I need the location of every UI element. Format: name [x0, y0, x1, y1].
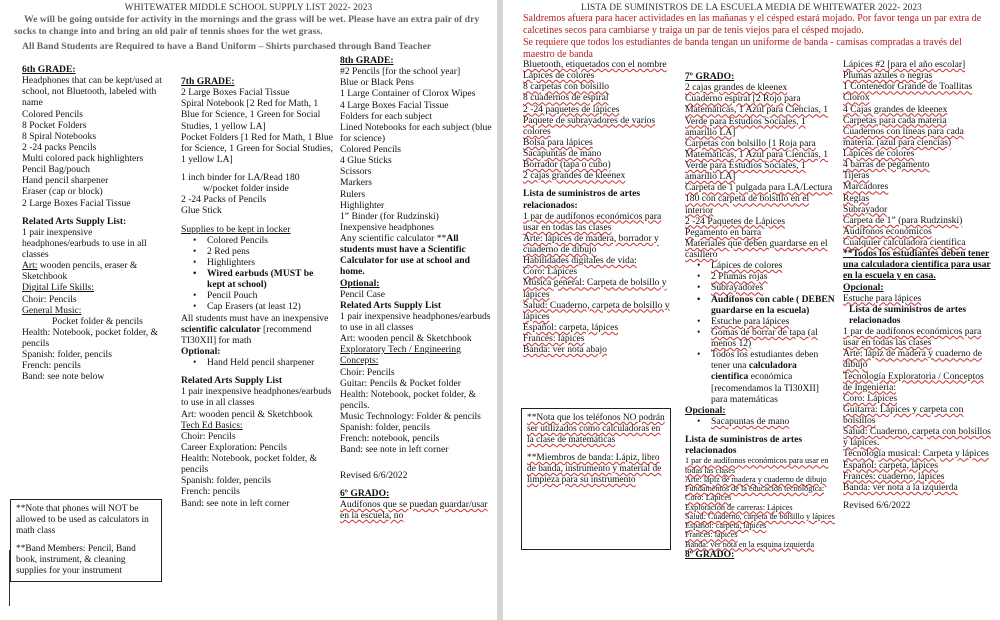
list-item: Spanish: folder, pencils — [22, 349, 112, 361]
english-title: WHITEWATER MIDDLE SCHOOL SUPPLY LIST 2022- 2023 — [124, 3, 373, 13]
list-item: French: pencils — [22, 360, 81, 372]
list-item: Health: Notebook, pocket folder, & pencils — [181, 453, 318, 476]
list-item: Career Exploration: Pencils — [181, 441, 288, 453]
list-item: Español: carpeta, lápices — [685, 521, 767, 531]
list-item: Guitarra: Lápices y carpeta con bolsillos — [843, 403, 964, 426]
list-item: Arte: lápices de madera, borrador y cuaderno de dibujo — [523, 232, 659, 255]
list-item: Salud: Cuaderno, carpeta de bolsillo y lápices — [523, 299, 670, 322]
list-item: Cuaderno espiral [2 Rojo para Matemáticas, 1 Azul para Ciencias, 1 Verde para Estudios Sociales, 1 amarillo LA] — [685, 93, 829, 138]
list-item: Paquete de subrayadores de varios colores — [523, 114, 656, 137]
list-item: Scissors — [340, 166, 372, 178]
calculator-note: All students must have an inexpensive scientific calculator [recommend TI30XII] for math — [181, 312, 329, 346]
list-item: • Subrayadores — [685, 282, 835, 293]
list-item: • Hand Held pencil sharpener — [181, 357, 333, 368]
list-item: Choir: Pencils — [181, 430, 236, 442]
optional-list — [685, 416, 835, 427]
list-item: Hand pencil sharpener — [22, 175, 109, 187]
list-item: Health: Notebook, pocket folder, & pencils. — [340, 388, 477, 411]
list-item: • Lápices de colores — [685, 260, 835, 271]
list-item: 1 Contenedor Grande de Toallitas Clorox — [843, 81, 973, 104]
english-band-uniform-note: All Band Students are Required to have a Band Uniform – Shirts purchased through Band Teacher — [22, 41, 432, 52]
list-item: Guitar: Pencils & Pocket folder — [340, 377, 461, 389]
list-item: • Pencil Pouch — [181, 290, 333, 301]
list-item: • Cap Erasers (at least 12) — [181, 301, 333, 312]
list-item: Carpetas con bolsillo [1 Roja para Matemáticas, 1 Azul para Ciencias, 1 Verde para Estudios Sociales, 1 amarillo LA] — [685, 137, 829, 183]
list-item: 1 par de audífonos económicos para usar en todas las clases — [523, 210, 662, 233]
grade-7-column — [181, 76, 333, 509]
list-item: Band: see note in left corner — [340, 444, 449, 456]
list-item: Colored Pencils — [340, 144, 402, 155]
list-item: Coro: Lápices — [843, 392, 898, 404]
list-item: Cualquier calculadora científica — [843, 237, 966, 248]
list-item: • 2 Red pens — [181, 246, 333, 257]
list-item: 1 par de audífonos económicos para usar en todas las clases — [685, 456, 829, 475]
list-item: Audífonos que se puedan guardar/usar en la escuela, no — [340, 498, 488, 521]
list-item: #2 Pencils [for the school year] — [340, 66, 461, 78]
list-item: Folders for each subject — [340, 110, 432, 122]
list-item: Art: wooden pencil & Sketchbook — [340, 333, 472, 345]
list-item: Pegamento en barra — [685, 226, 762, 238]
list-item: Plumas azules o negras — [843, 70, 933, 82]
list-item: • 2 Plumas rojas — [685, 271, 835, 282]
optional-heading: Optional: — [340, 277, 380, 289]
list-item: Coro: Lápices — [523, 266, 578, 278]
spanish-band-uniform-note: Se requiere que todos los estudiantes de banda tengan un uniforme de banda - camisas compradas a través del maestro de banda — [523, 37, 962, 60]
spanish-grade-6-column — [523, 59, 673, 355]
band-members-note: **Band Members: Pencil, Band book, instrument, & cleaning supplies for your instrument — [16, 544, 136, 576]
list-item: Lápices de colores — [843, 148, 915, 159]
spanish-grade-6-related-arts-heading: Lista de suministros de artes relacionados: — [523, 188, 641, 211]
list-item: Borrador (tapa o cubo) — [523, 159, 611, 171]
list-item: Arte: lápiz de madera y cuaderno de dibujo — [843, 348, 983, 371]
list-item: Cuadernos con líneas para cada materia. (azul para ciencias) — [843, 125, 964, 148]
list-item: 2 -24 Paquetes de Lápices — [685, 215, 786, 227]
list-item: Salud: Cuaderno, carpeta con bolsillos y lápices. — [843, 426, 991, 449]
list-item: 1 Large Container of Clorox Wipes — [340, 88, 476, 100]
art-line: Art: wooden pencils, eraser & Sketchbook — [22, 260, 138, 283]
list-item: Digital Life Skills: — [22, 282, 94, 294]
list-item: Multi colored pack highlighters — [22, 153, 144, 164]
list-item: 8 Pocket Folders — [22, 119, 87, 131]
list-item: 1” Binder (for Rudzinski) — [340, 210, 439, 222]
spanish-title: LISTA DE SUMINISTROS DE LA ESCUELA MEDIA DE WHITEWATER 2022- 2023 — [581, 3, 922, 13]
list-item: • Sacapuntas de mano — [685, 416, 835, 427]
list-item: 1 par de audífonos económicos para usar en todas las clases — [843, 326, 982, 349]
list-item: 2 cajas grandes de kleenex — [685, 82, 788, 94]
list-item: Lápices #2 [para el año escolar] — [843, 59, 966, 70]
list-item: Inexpensive headphones — [340, 221, 435, 233]
list-item: Health: Notebook, pocket folder, & pencils — [22, 326, 159, 349]
list-item: Lápices de colores — [523, 70, 595, 82]
list-item: Bluetooth, etiquetados con el nombre — [523, 59, 667, 70]
list-item: Sacapuntas de mano — [523, 148, 602, 159]
list-item: French: notebook, pencils — [340, 433, 440, 445]
list-item: French: pencils — [181, 486, 240, 498]
list-item: • Todos los estudiantes deben tener una calculadora científica económica [recomendamos la TI30XII] para matemáticas — [685, 349, 835, 405]
list-item: Tijeras — [843, 170, 870, 182]
list-item: 4 Glue Sticks — [340, 155, 392, 167]
list-item: 8 cuadernos de espiral — [523, 92, 609, 104]
list-item: 2 -24 paquetes de lápices — [523, 103, 620, 115]
list-item: Pocket Folders [1 Red for Math, 1 Blue for Science, 1 Green for Social Studies, 1 yellow LA] — [181, 131, 333, 165]
list-item: Tecnología Exploratoria / Conceptos de Ingeniería: — [843, 370, 984, 393]
list-item: Bolsa para lápices — [523, 136, 593, 148]
list-item: Tecnología musical: Carpeta y lápices — [843, 448, 989, 460]
list-item: Reglas — [843, 192, 870, 204]
list-item: • Highlighters — [181, 257, 333, 268]
spanish-grade-7-heading: 7º GRADO: — [685, 71, 735, 82]
spanish-intro: Saldremos afuera para hacer actividades en las mañanas y el césped estará mojado. Por favor tenga un par extra de calcetines secos para cambiarse y traiga un par de tenis viejos para el césped mojado. — [523, 13, 982, 36]
grade-8-column — [340, 55, 492, 521]
list-item: Música general: Carpeta de bolsillo y lápices — [523, 277, 667, 300]
list-item: Estuche para lápices — [843, 292, 922, 304]
phones-note: **Nota que los teléfonos NO podrán ser utilizados como calculadoras en la clase de matemáticas — [527, 413, 665, 445]
list-item: • Estuche para lápices — [685, 316, 835, 327]
grade-6-spanish-heading: 6º GRADO: — [340, 487, 390, 499]
list-item: Carpeta de 1 pulgada para LA/Lectura 180 con carpeta de bolsillo en el interior — [685, 182, 833, 216]
calculator-note: Any scientific calculator **All students must have a Scientific Calculator for use at school and home. — [340, 233, 470, 278]
list-item: Pocket folder & pencils — [52, 315, 143, 327]
spanish-grade-7-arts-list — [685, 456, 835, 549]
spanish-grade-7-related-arts-heading: Lista de suministros de artes relacionados — [685, 434, 803, 457]
phones-note: **Note that phones will NOT be allowed to be used as calculators in math class — [16, 504, 149, 536]
list-item: General Music: — [22, 304, 82, 316]
optional-heading: Opcional: — [685, 404, 726, 416]
spanish-phones-and-band-note-box — [521, 408, 671, 550]
list-item: Glue Stick — [181, 205, 222, 217]
list-item: Pencil Case — [340, 288, 386, 300]
list-item: 1 pair inexpensive headphones/earbuds to use in all classes — [22, 226, 147, 260]
grade-7-heading: 7th GRADE: — [181, 76, 235, 87]
calculator-note: **Todos los estudiantes deben tener una calculadora científica para usar en la escuela y en casa. — [843, 248, 991, 282]
spanish-supply-list-page — [503, 0, 1000, 620]
list-item: Music Technology: Folder & pencils — [340, 411, 481, 422]
list-item: Subrayador — [843, 203, 888, 215]
list-item: Spiral Notebook [2 Red for Math, 1 Blue for Science, 1 Green for Social Studies, 1 yellow LA] — [181, 98, 321, 132]
list-item: • Colored Pencils — [181, 235, 333, 246]
list-item: Marcadores — [843, 181, 889, 193]
list-item: 2 Large Boxes Facial Tissue — [22, 197, 131, 209]
list-item: Audífonos económicos — [843, 225, 932, 237]
list-item: Blue or Black Pens — [340, 77, 414, 89]
spanish-grade-8-heading: 8º GRADO: — [685, 548, 735, 560]
list-item: Fundamentos de la educación tecnológica: — [685, 484, 825, 494]
locker-list — [181, 235, 333, 313]
list-item: Band: see note below — [22, 371, 105, 383]
spanish-grade-7-column — [685, 71, 835, 560]
list-item: Salud: Cuaderno, carpeta de bolsillo y lápices — [685, 511, 835, 521]
english-intro: We will be going outside for activity in the mornings and the grass will be wet. Please have an extra pair of dry socks to change into and bring an old pair of tennis shoes for the wet grass. — [14, 14, 480, 37]
list-item: Carpeta de 1” (para Rudzinski) — [843, 214, 963, 226]
list-item: Banda: ver nota a la izquierda — [843, 481, 958, 493]
list-item: Pencil Bag/pouch — [22, 164, 90, 176]
list-item: Español: carpeta, lápices — [843, 459, 939, 471]
revised-date: Revised 6/6/2022 — [843, 499, 911, 511]
list-item: 2 -24 Packs of Pencils — [181, 194, 267, 206]
grade-8-heading: 8th GRADE: — [340, 55, 394, 66]
optional-heading: Opcional: — [843, 281, 884, 293]
list-item: Headphones that can be kept/used at school, not Bluetooth, labeled with name — [22, 75, 162, 109]
list-item: w/pocket folder inside — [203, 183, 289, 195]
list-item: Choir: Pencils — [22, 293, 77, 305]
list-item: Rulers — [340, 188, 366, 200]
list-item: Highlighter — [340, 199, 385, 211]
optional-list — [181, 357, 333, 368]
list-item: 8 carpetas con bolsillo — [523, 81, 610, 93]
list-item: • Gomas de borrar de tapa (al menos 12) — [685, 327, 835, 349]
list-item: Markers — [340, 177, 372, 189]
grade-6-related-arts-heading: Related Arts Supply List: — [22, 215, 127, 227]
list-item: Choir: Pencils — [340, 366, 395, 378]
list-item: Eraser (cap or block) — [22, 186, 103, 198]
grade-7-related-arts-heading: Related Arts Supply List — [181, 375, 283, 387]
list-item: Francés: lápices — [685, 530, 738, 540]
list-item: Banda: ver nota abajo — [523, 344, 607, 356]
list-item: 4 Large Boxes Facial Tissue — [340, 99, 449, 111]
grade-8-related-arts-heading: Related Arts Supply List — [340, 299, 442, 311]
list-item: Banda: ver nota en la esquina izquierda — [685, 539, 815, 549]
list-item: Español: carpeta, lápices — [523, 321, 619, 333]
list-item: 8 Spiral Notebooks — [22, 130, 97, 142]
list-item: Art: wooden pencil & Sketchbook — [181, 408, 313, 420]
list-item: Lined Notebooks for each subject (blue for science) — [340, 121, 492, 144]
list-item: Francés: lápices — [523, 333, 585, 344]
list-item: 4 Cajas grandes de kleenex — [843, 103, 948, 115]
list-item: Habilidades digitales de vida: — [523, 255, 637, 267]
revised-date: Revised 6/6/2022 — [340, 469, 408, 481]
locker-heading: Supplies to be kept in locker — [181, 223, 291, 235]
list-item: 1 inch binder for LA/Read 180 — [181, 172, 300, 183]
list-item: 2 Large Boxes Facial Tissue — [181, 87, 290, 99]
list-item: • Wired earbuds (MUST be kept at school) — [181, 268, 333, 290]
spanish-grade-8-related-arts-heading: Lista de suministros de artes relacionados — [849, 303, 967, 326]
list-item: Exploración de carreras: Lápices — [685, 502, 793, 512]
list-item: 2 -24 packs Pencils — [22, 141, 97, 153]
grade-6-heading: 6th GRADE: — [22, 64, 76, 75]
list-item: Exploratory Tech / Engineering Concepts: — [340, 344, 461, 367]
list-item: Spanish: folder, pencils — [340, 422, 430, 434]
english-supply-list-page — [0, 0, 497, 620]
list-item: Spanish: folder, pencils — [181, 475, 271, 487]
band-members-note: **Miembros de banda: Lápiz, libro de banda, instrumento y material de limpieza para su instrumento — [527, 453, 662, 485]
locker-heading: Materiales que deben guardarse en el casillero — [685, 237, 828, 260]
list-item: Band: see note in left corner — [181, 497, 290, 509]
list-item: 1 pair inexpensive headphones/earbuds to use in all classes — [181, 386, 332, 409]
list-item: Tech Ed Basics: — [181, 419, 243, 431]
list-item: 4 barras de pegamento — [843, 159, 930, 171]
list-item: Carpetas para cada materia — [843, 114, 947, 126]
list-item: Coro: Lápices — [685, 493, 732, 503]
list-item: • Audífonos con cable ( DEBEN guardarse en la escuela) — [685, 294, 835, 316]
phones-and-band-note-box — [10, 499, 162, 582]
grade-6-column — [22, 64, 172, 383]
list-item: Arte: lápiz de madera y cuaderno de dibujo — [685, 474, 827, 484]
locker-list — [685, 260, 835, 405]
spanish-grade-8-column — [843, 59, 995, 511]
list-item: Colored Pencils — [22, 108, 84, 120]
list-item: Francés: cuaderno, lápices — [843, 470, 945, 482]
list-item: 2 cajas grandes de kleenex — [523, 170, 626, 182]
list-item: 1 pair inexpensive headphones/earbuds to use in all classes — [340, 310, 491, 333]
optional-heading: Optional: — [181, 345, 221, 357]
